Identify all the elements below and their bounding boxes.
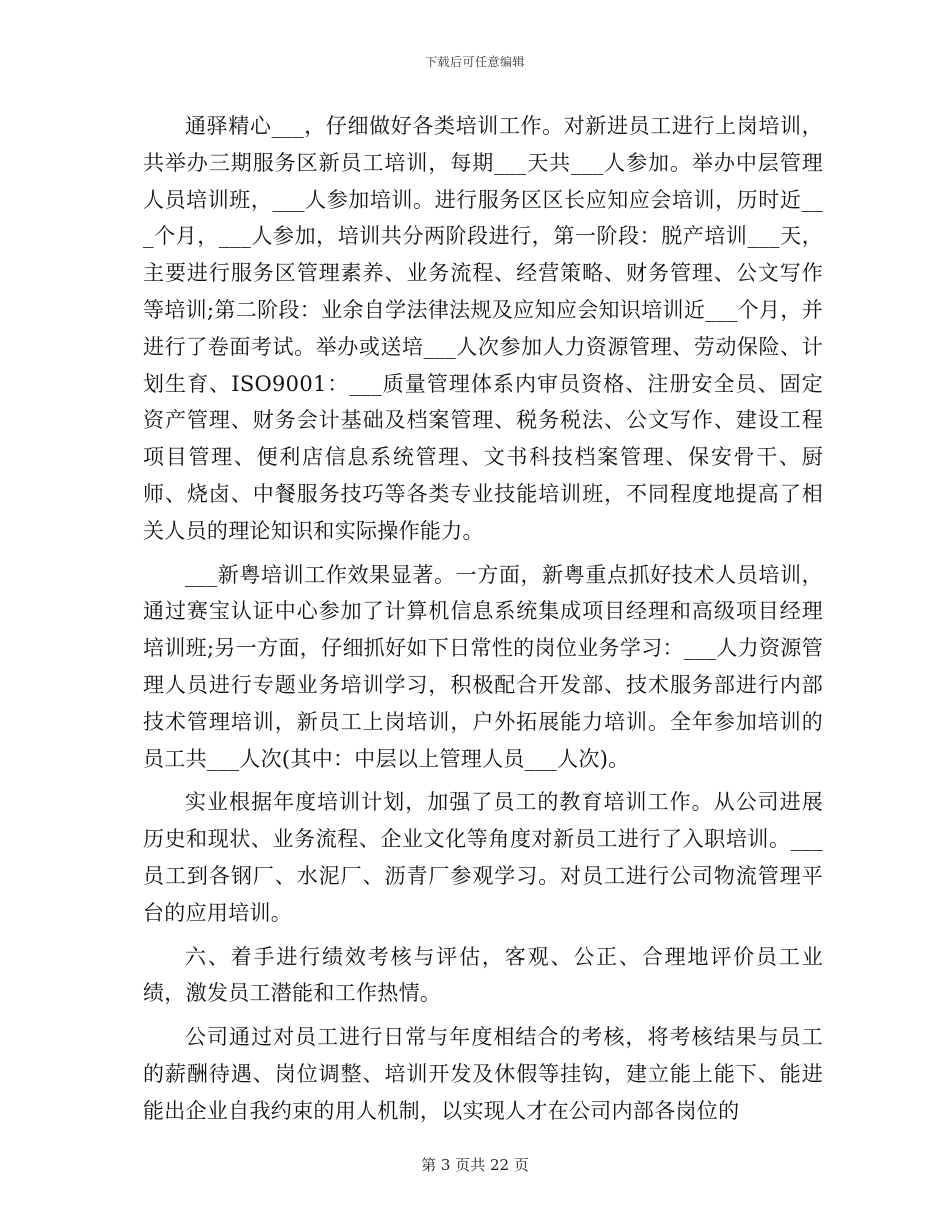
paragraph-training-shiye: 实业根据年度培训计划，加强了员工的教育培训工作。从公司进展历史和现状、业务流程、企业文化等角度对新员工进行了入职培训。___员工到各钢厂、水泥厂、沥青厂参观学习。对员工进行公司物流管理平台的应用培训。	[143, 790, 823, 925]
section-heading-performance: 六、着手进行绩效考核与评估，客观、公正、合理地评价员工业绩，激发员工潜能和工作热情。	[143, 944, 823, 1006]
page-footer: 第 3 页共 22 页	[421, 1156, 529, 1174]
document-body	[143, 108, 823, 1137]
paragraph-training-tongyi: 通驿精心___，仔细做好各类培训工作。对新进员工进行上岗培训，共举办三期服务区新员工培训，每期___天共___人参加。举办中层管理人员培训班，___人参加培训。进行服务区区长应知应会培训，历时近___个月，___人参加，培训共分两阶段进行，第一阶段：脱产培训___天，主要进行服务区管理素养、业务流程、经营策略、财务管理、公文写作等培训;第二阶段：业余自学法律法规及应知应会知识培训近___个月，并进行了卷面考试。举办或送培___人次参加人力资源管理、劳动保险、计划生育、ISO9001：___质量管理体系内审员资格、注册安全员、固定资产管理、财务会计基础及档案管理、税务税法、公文写作、建设工程项目管理、便利店信息系统管理、文书科技档案管理、保安骨干、厨师、烧卤、中餐服务技巧等各类专业技能培训班，不同程度地提高了相关人员的理论知识和实际操作能力。	[143, 114, 823, 543]
page-header: 下载后可任意编辑	[424, 55, 525, 69]
paragraph-training-xinyue: ___新粤培训工作效果显著。一方面，新粤重点抓好技术人员培训，通过赛宝认证中心参加了计算机信息系统集成项目经理和高级项目经理培训班;另一方面，仔细抓好如下日常性的岗位业务学习：___人力资源管理人员进行专题业务培训学习，积极配合开发部、技术服务部进行内部技术管理培训，新员工上岗培训，户外拓展能力培训。全年参加培训的员工共___人次(其中：中层以上管理人员___人次)。	[143, 562, 823, 771]
paragraph-performance-assessment: 公司通过对员工进行日常与年度相结合的考核，将考核结果与员工的薪酬待遇、岗位调整、培训开发及休假等挂钩，建立能上能下、能进能出企业自我约束的用人机制，以实现人才在公司内部各岗位的	[143, 1025, 823, 1123]
